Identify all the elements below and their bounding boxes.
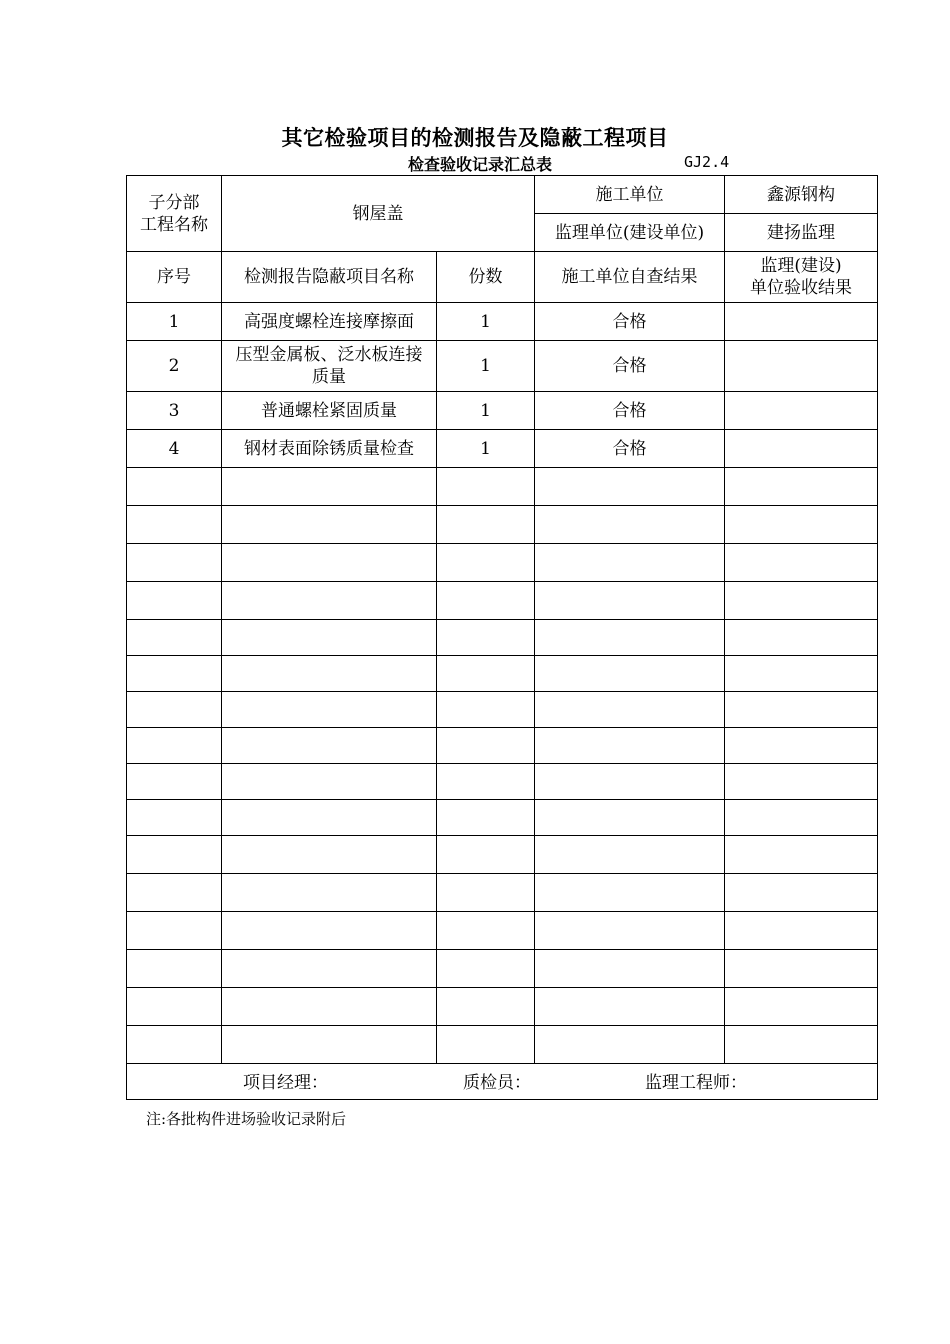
row-name: 普通螺栓紧固质量: [222, 392, 437, 430]
construction-unit-label: 施工单位: [535, 176, 725, 214]
empty-row: [127, 874, 878, 912]
table-row: [127, 341, 878, 392]
empty-row: [127, 800, 878, 836]
empty-row: [127, 728, 878, 764]
supervising-engineer-label: 监理工程师：: [645, 1073, 747, 1093]
empty-row: [127, 836, 878, 874]
col-header-no: 序号: [127, 252, 222, 303]
empty-row: [127, 1026, 878, 1064]
supervision-unit-value: 建扬监理: [725, 214, 878, 252]
row-self-check: 合格: [535, 430, 725, 468]
empty-row: [127, 764, 878, 800]
subdivision-value: 钢屋盖: [222, 176, 535, 252]
row-name: 钢材表面除锈质量检查: [222, 430, 437, 468]
row-self-check: 合格: [535, 392, 725, 430]
table-row: [127, 392, 878, 430]
empty-row: [127, 468, 878, 506]
form-subtitle: 检查验收记录汇总表: [408, 155, 553, 174]
row-acceptance: [725, 341, 878, 392]
table-row: [127, 303, 878, 341]
supervision-unit-label: 监理单位(建设单位): [535, 214, 725, 252]
empty-row: [127, 544, 878, 582]
construction-unit-value: 鑫源钢构: [725, 176, 878, 214]
form-code: GJ2.4: [684, 153, 730, 171]
col-header-name: 检测报告隐蔽项目名称: [222, 252, 437, 303]
empty-row: [127, 692, 878, 728]
empty-row: [127, 912, 878, 950]
row-name: 压型金属板、泛水板连接质量: [222, 341, 437, 392]
quality-inspector-label: 质检员：: [463, 1073, 531, 1093]
summary-table: [126, 175, 878, 1100]
empty-row: [127, 620, 878, 656]
col-header-acceptance: 监理(建设) 单位验收结果: [725, 252, 878, 303]
row-no: 3: [127, 392, 222, 430]
row-count: 1: [437, 341, 535, 392]
empty-row: [127, 988, 878, 1026]
row-name: 高强度螺栓连接摩擦面: [222, 303, 437, 341]
row-no: 4: [127, 430, 222, 468]
row-count: 1: [437, 303, 535, 341]
footnote: 注:各批构件进场验收记录附后: [146, 1110, 347, 1128]
project-manager-label: 项目经理：: [243, 1073, 328, 1093]
form-title: 其它检验项目的检测报告及隐蔽工程项目: [281, 125, 669, 150]
empty-row: [127, 950, 878, 988]
col-header-count: 份数: [437, 252, 535, 303]
row-no: 2: [127, 341, 222, 392]
row-self-check: 合格: [535, 303, 725, 341]
col-header-self-check: 施工单位自查结果: [535, 252, 725, 303]
row-no: 1: [127, 303, 222, 341]
empty-row: [127, 582, 878, 620]
empty-row: [127, 506, 878, 544]
row-self-check: 合格: [535, 341, 725, 392]
row-count: 1: [437, 392, 535, 430]
subdivision-label: 子分部 工程名称: [127, 176, 222, 252]
table-row: [127, 430, 878, 468]
signature-row: [127, 1064, 878, 1100]
empty-row: [127, 656, 878, 692]
row-count: 1: [437, 430, 535, 468]
row-acceptance: [725, 392, 878, 430]
row-acceptance: [725, 303, 878, 341]
row-acceptance: [725, 430, 878, 468]
